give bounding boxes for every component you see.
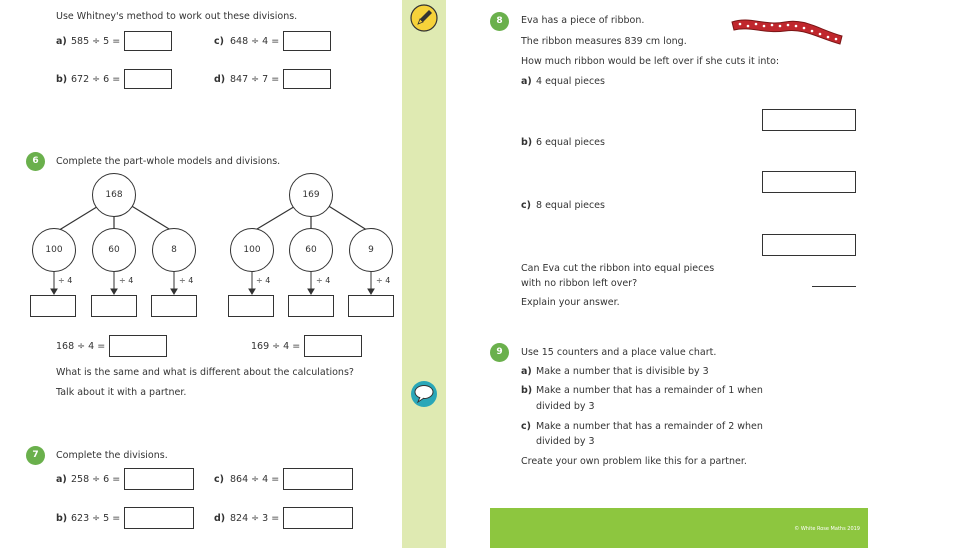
footer-copyright: © White Rose Maths 2019 (794, 526, 860, 532)
q8-number: 8 (490, 12, 509, 31)
q7c-answer-box[interactable] (283, 468, 353, 490)
q8b-text: 6 equal pieces (536, 137, 605, 148)
model1-part-2: 60 (92, 228, 136, 272)
q9-number: 9 (490, 343, 509, 362)
q9a-label: a) (521, 366, 532, 377)
ribbon-icon (730, 14, 845, 46)
q8a-label: a) (521, 76, 532, 87)
model2-part-2: 60 (289, 228, 333, 272)
q7d-label: d) (214, 513, 226, 524)
model2-answer-box-1[interactable] (228, 295, 274, 317)
q7c-label: c) (214, 474, 224, 485)
q8-line3: How much ribbon would be left over if she cuts it into: (521, 56, 780, 67)
q6-instruction: Complete the part-whole models and divisions. (56, 156, 281, 167)
model1-part-1: 100 (32, 228, 76, 272)
q5d-expr: 847 ÷ 7 = (230, 74, 280, 85)
q6-div1-expr: 168 ÷ 4 = (56, 341, 106, 352)
q8-explain: Explain your answer. (521, 297, 620, 308)
model1-divisor-2: ÷ 4 (119, 276, 134, 285)
q7d-answer-box[interactable] (283, 507, 353, 529)
model1-answer-box-2[interactable] (91, 295, 137, 317)
q8-can-line1: Can Eva cut the ribbon into equal pieces (521, 263, 715, 274)
q9c-label: c) (521, 421, 531, 432)
model2-divisor-3: ÷ 4 (376, 276, 391, 285)
model1-divisor-1: ÷ 4 (58, 276, 73, 285)
q5a-label: a) (56, 36, 67, 47)
q9b-text-1: Make a number that has a remainder of 1 when (536, 385, 763, 396)
model2-answer-box-3[interactable] (348, 295, 394, 317)
footer-band (490, 508, 868, 548)
q7d-expr: 824 ÷ 3 = (230, 513, 280, 524)
q7b-label: b) (56, 513, 68, 524)
q5c-label: c) (214, 36, 224, 47)
model2-divisor-2: ÷ 4 (316, 276, 331, 285)
q6-div2-answer-box[interactable] (304, 335, 362, 357)
q9a-text: Make a number that is divisible by 3 (536, 366, 709, 377)
model1-divisor-3: ÷ 4 (179, 276, 194, 285)
q9c-text-2: divided by 3 (536, 436, 595, 447)
q8-answer-line[interactable] (812, 286, 856, 287)
q7c-expr: 864 ÷ 4 = (230, 474, 280, 485)
model2-part-3: 9 (349, 228, 393, 272)
q5-instruction: Use Whitney's method to work out these divisions. (56, 11, 298, 22)
q8a-text: 4 equal pieces (536, 76, 605, 87)
q7a-expr: 258 ÷ 6 = (71, 474, 121, 485)
q6-question: What is the same and what is different about the calculations? (56, 367, 354, 378)
q9b-text-2: divided by 3 (536, 401, 595, 412)
q8c-text: 8 equal pieces (536, 200, 605, 211)
model2-divisor-1: ÷ 4 (256, 276, 271, 285)
model2-whole: 169 (289, 173, 333, 217)
q6-div1-answer-box[interactable] (109, 335, 167, 357)
q7b-answer-box[interactable] (124, 507, 194, 529)
q7b-expr: 623 ÷ 5 = (71, 513, 121, 524)
q7a-answer-box[interactable] (124, 468, 194, 490)
q8a-answer-box[interactable] (762, 109, 856, 131)
q8c-label: c) (521, 200, 531, 211)
q9-create: Create your own problem like this for a partner. (521, 456, 747, 467)
q6-number: 6 (26, 152, 45, 171)
q5a-expr: 585 ÷ 5 = (71, 36, 121, 47)
model1-answer-box-1[interactable] (30, 295, 76, 317)
q5b-label: b) (56, 74, 68, 85)
q8-can-line2: with no ribbon left over? (521, 278, 638, 289)
q5d-label: d) (214, 74, 226, 85)
q6-div2-expr: 169 ÷ 4 = (251, 341, 301, 352)
q9c-text-1: Make a number that has a remainder of 2 when (536, 421, 763, 432)
model1-part-3: 8 (152, 228, 196, 272)
model1-whole: 168 (92, 173, 136, 217)
model2-answer-box-2[interactable] (288, 295, 334, 317)
q6-talk: Talk about it with a partner. (56, 387, 187, 398)
q8-line2: The ribbon measures 839 cm long. (521, 36, 687, 47)
q8b-answer-box[interactable] (762, 171, 856, 193)
q7-instruction: Complete the divisions. (56, 450, 168, 461)
q7-number: 7 (26, 446, 45, 465)
q5b-expr: 672 ÷ 6 = (71, 74, 121, 85)
q8-line1: Eva has a piece of ribbon. (521, 15, 645, 26)
q5c-expr: 648 ÷ 4 = (230, 36, 280, 47)
q9-instruction: Use 15 counters and a place value chart. (521, 347, 717, 358)
q8b-label: b) (521, 137, 533, 148)
model2-part-1: 100 (230, 228, 274, 272)
q9b-label: b) (521, 385, 533, 396)
q8c-answer-box[interactable] (762, 234, 856, 256)
model1-answer-box-3[interactable] (151, 295, 197, 317)
q7a-label: a) (56, 474, 67, 485)
